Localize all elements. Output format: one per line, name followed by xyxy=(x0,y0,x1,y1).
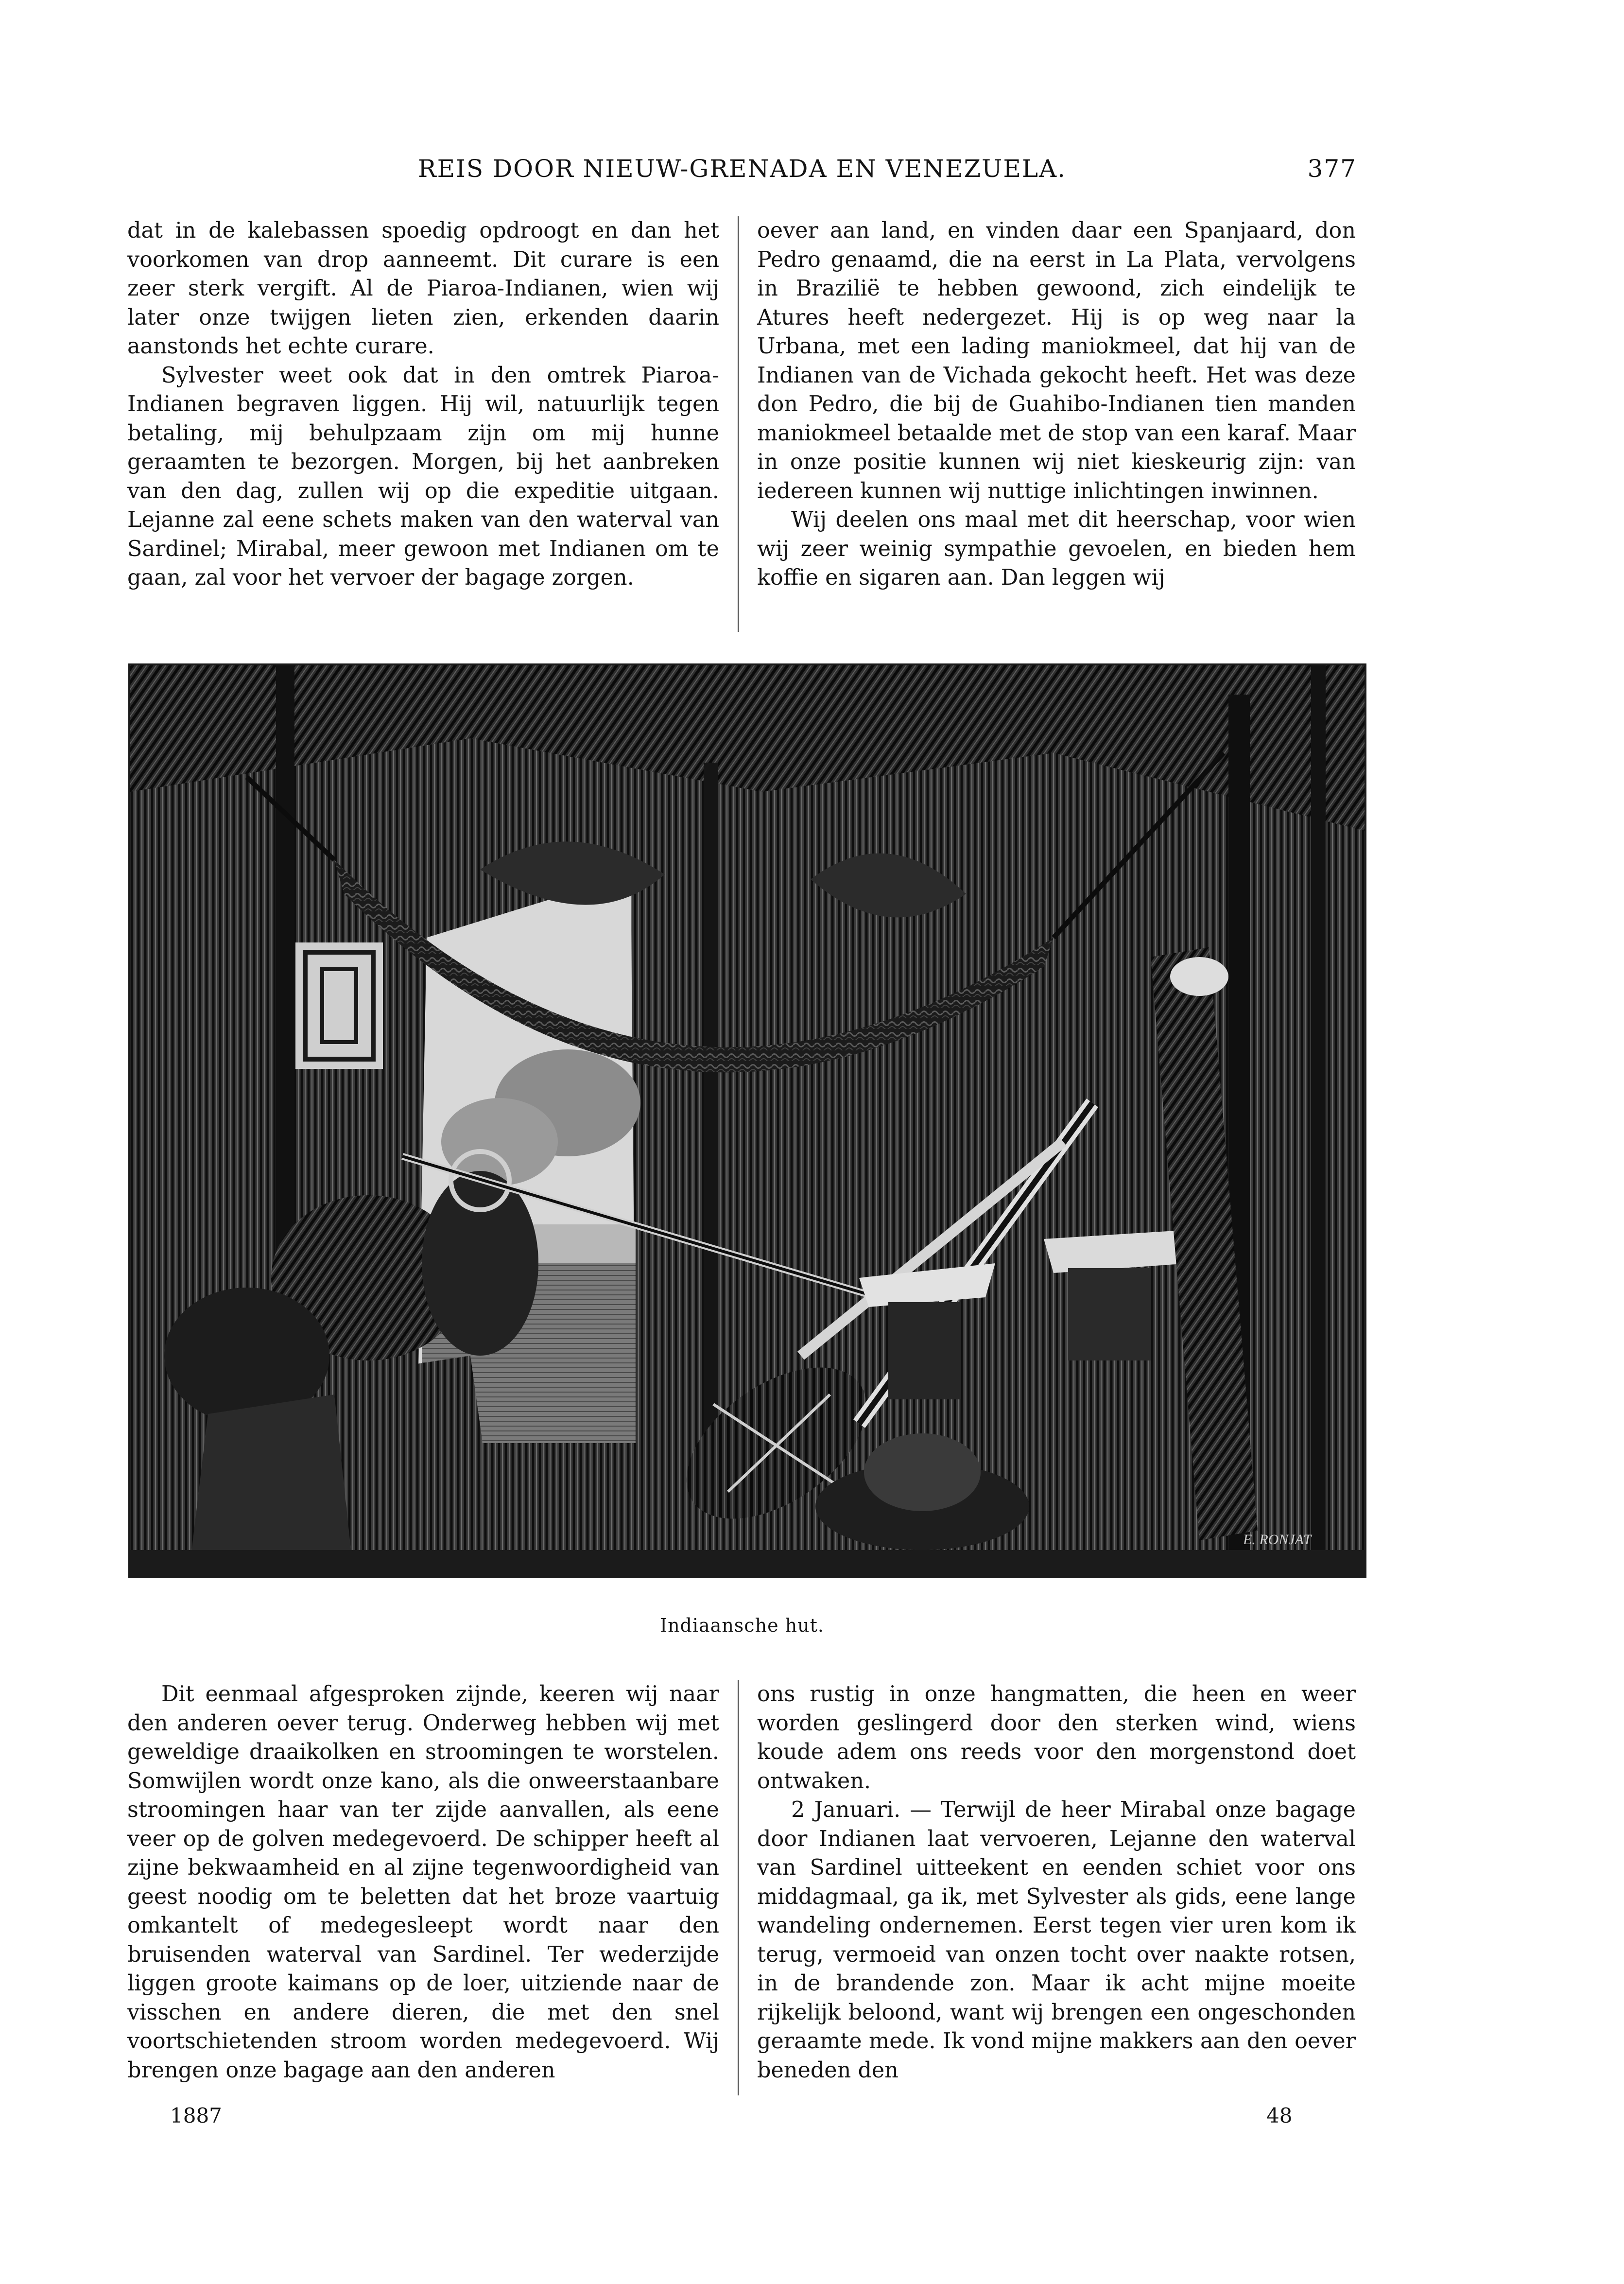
engraver-signature: E. RONJAT xyxy=(1243,1532,1312,1548)
paragraph: Dit eenmaal afgesproken zijnde, keeren wij naar den anderen oever terug. Onderweg hebben wij met geweldige draaikolken en stroomingen te worstelen. Somwijlen wordt onze kano, als die onweerstaanbare stroomingen haar van ter zijde aanvallen, als eene veer op de golven medegevoerd. De schipper heeft al zijne bekwaamheid en al zijne tegenwoordigheid van geest noodig om te beletten dat het broze vaartuig omkantelt of medegesleept wordt naar den bruisenden waterval van Sardinel. Ter wederzijde liggen groote kaimans op de loer, uitziende naar de visschen en andere dieren, die met den snel voortschietenden stroom worden medegevoerd. Wij brengen onze bagage aan den anderen xyxy=(127,1682,719,2083)
column-left-bottom xyxy=(127,1680,719,2085)
footer-year: 1887 xyxy=(170,2104,222,2127)
column-right-top xyxy=(757,216,1356,593)
figure-caption: Indiaansche hut. xyxy=(660,1615,824,1636)
paragraph: Wij deelen ons maal met dit heerschap, voor wien wij zeer weinig sympathie gevoelen, en bieden hem koffie en sigaren aan. Dan leggen wij xyxy=(757,507,1356,590)
paragraph: Sylvester weet ook dat in den omtrek Piaroa-Indianen begraven liggen. Hij wil, natuurlijk tegen betaling, mij behulpzaam zijn om mij hunne geraamten te bezorgen. Morgen, bij het aanbreken van den dag, zullen wij op die expeditie uitgaan. Lejanne zal eene schets maken van den waterval van Sardinel; Mirabal, meer gewoon met Indianen om te gaan, zal voor het vervoer der bagage zorgen. xyxy=(127,363,719,590)
column-divider xyxy=(738,216,739,632)
paragraph: oever aan land, en vinden daar een Spanjaard, don Pedro genaamd, die na eerst in La Plata, vervolgens in Brazilië te hebben gewoond, zich eindelijk te Atures heeft nedergezet. Hij is op weg naar la Urbana, met een lading maniokmeel, dat hij van de Indianen van de Vichada gekocht heeft. Het was deze don Pedro, die bij de Guahibo-Indianen tien manden maniokmeel betaalde met de stop van een karaf. Maar in onze positie kunnen wij niet kieskeurig zijn: van iedereen kunnen wij nuttige inlichtingen inwinnen. xyxy=(757,218,1356,504)
page-number: 377 xyxy=(1307,155,1357,183)
running-header xyxy=(127,155,1357,189)
column-divider xyxy=(738,1680,739,2095)
paragraph: 2 Januari. — Terwijl de heer Mirabal onze bagage door Indianen laat vervoeren, Lejanne den waterval van Sardinel uitteekent en eenden schiet voor ons middagmaal, ga ik, met Sylvester als gids, eene lange wandeling ondernemen. Eerst tegen vier uren kom ik terug, vermoeid van onzen tocht over naakte rotsen, in de brandende zon. Maar ik acht mijne moeite rijkelijk beloond, want wij brengen een ongeschonden geraamte mede. Ik vond mijne makkers aan den oever beneden den xyxy=(757,1797,1356,2083)
engraving-illustration xyxy=(128,663,1366,1578)
footer-sheet-number: 48 xyxy=(1266,2104,1293,2127)
hut-interior-engraving xyxy=(130,665,1365,1576)
column-right-bottom xyxy=(757,1680,1356,2085)
column-left-top xyxy=(127,216,719,593)
paragraph: dat in de kalebassen spoedig opdroogt en dan het voorkomen van drop aanneemt. Dit curare is een zeer sterk vergift. Al de Piaroa-Indianen, wien wij later onze twijgen lieten zien, erkenden daarin aanstonds het echte curare. xyxy=(127,218,719,359)
paragraph: ons rustig in onze hangmatten, die heen en weer worden geslingerd door den sterken wind, wiens koude adem ons reeds voor den morgenstond doet ontwaken. xyxy=(757,1682,1356,1794)
running-title: REIS DOOR NIEUW-GRENADA EN VENEZUELA. xyxy=(417,155,1067,183)
